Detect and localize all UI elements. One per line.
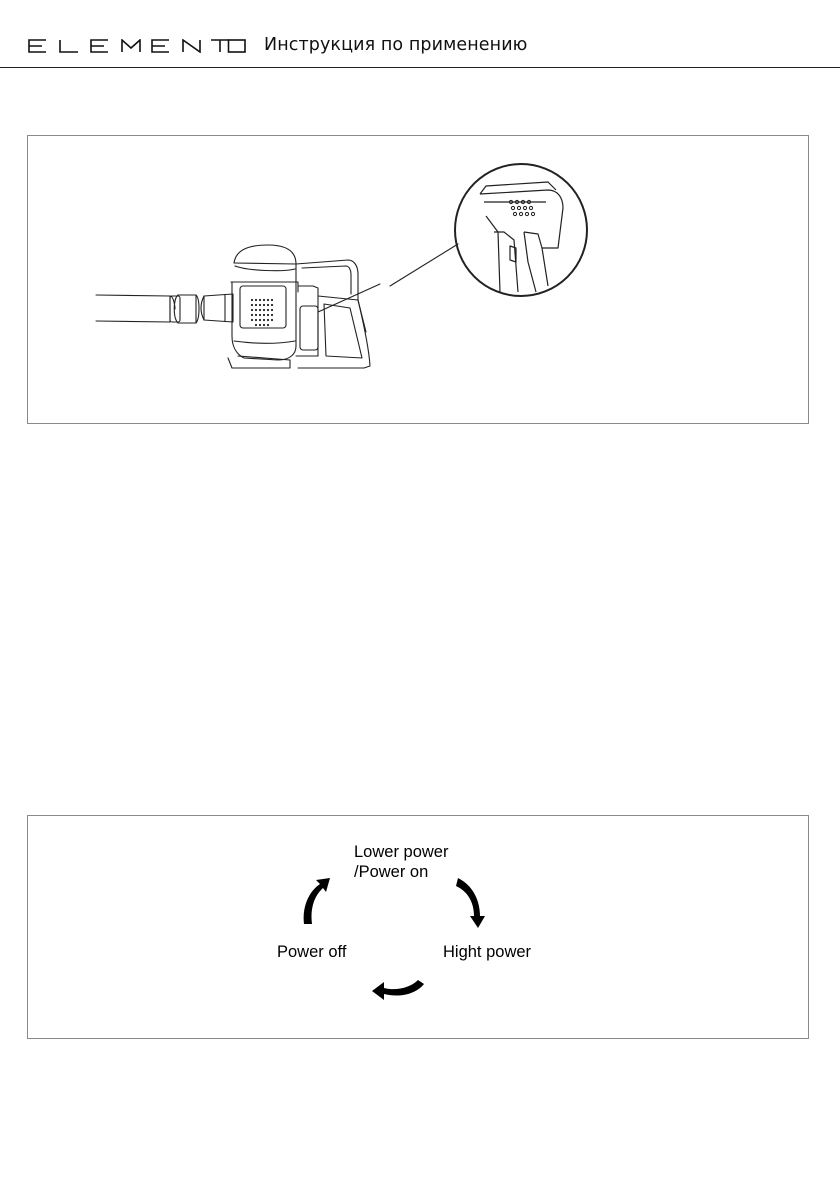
control-panel-zoom-icon <box>455 164 587 296</box>
document-title: Инструкция по применению <box>264 35 528 55</box>
cycle-arrow-icon <box>28 816 808 1038</box>
high-power-label: Hight power <box>443 943 532 961</box>
brand-logo <box>28 39 246 53</box>
lower-power-text: Lower power <box>354 843 449 861</box>
power-on-text: /Power on <box>354 863 429 881</box>
page-header <box>0 0 840 68</box>
power-off-label: Power off <box>277 943 347 961</box>
vacuum-cleaner-illustration <box>28 136 808 423</box>
header-divider <box>0 67 840 68</box>
power-cycle-figure <box>27 815 809 1039</box>
device-figure <box>27 135 809 424</box>
